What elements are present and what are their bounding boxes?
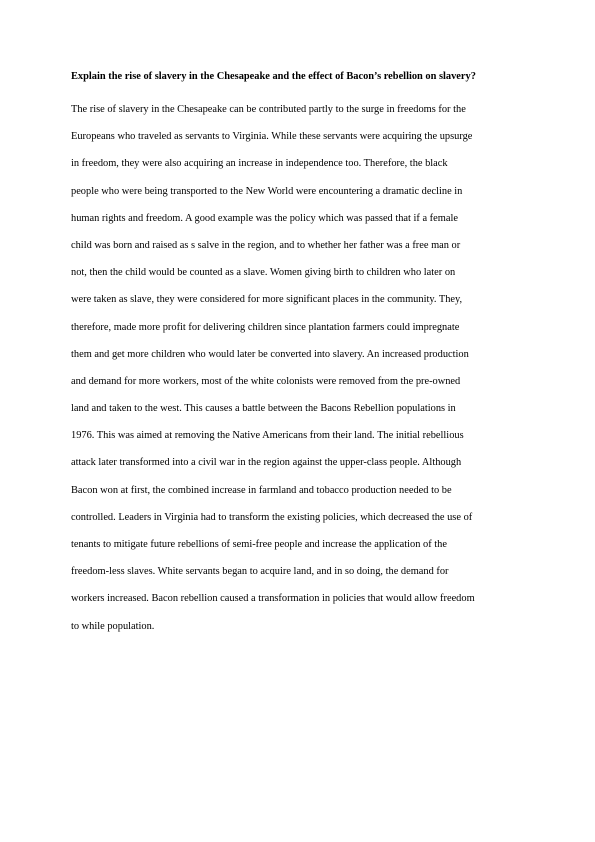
body-line: were taken as slave, they were considered for more significant places in the community. They, (71, 294, 463, 306)
body-line: human rights and freedom. A good example was the policy which was passed that if a female (71, 212, 458, 224)
body-line: workers increased. Bacon rebellion caused a transformation in policies that would allow freedom (71, 593, 475, 605)
body-line: people who were being transported to the New World were encountering a dramatic decline in (71, 185, 463, 197)
body-line: land and taken to the west. This causes a battle between the Bacons Rebellion populations in (71, 403, 456, 415)
body-line: The rise of slavery in the Chesapeake can be contributed partly to the surge in freedoms for the (71, 104, 466, 115)
body-line: to while population. (71, 620, 155, 632)
body-line: and demand for more workers, most of the white colonists were removed from the pre-owned (71, 375, 461, 387)
body-line: Europeans who traveled as servants to Virginia. While these servants were acquiring the upsurge (71, 131, 473, 143)
body-line: Bacon won at first, the combined increase in farmland and tobacco production needed to be (71, 484, 452, 496)
essay-question-title: Explain the rise of slavery in the Chesapeake and the effect of Bacon’s rebellion on slavery? (71, 71, 476, 82)
body-line: therefore, made more profit for delivering children since plantation farmers could impregnate (71, 321, 460, 333)
body-line: attack later transformed into a civil war in the region against the upper-class people. Although (71, 457, 462, 469)
body-line: tenants to mitigate future rebellions of semi-free people and increase the application of the (71, 539, 447, 550)
body-line: child was born and raised as s salve in the region, and to whether her father was a free man or (71, 239, 461, 251)
body-line: controlled. Leaders in Virginia had to transform the existing policies, which decreased the use of (71, 511, 473, 523)
body-line: them and get more children who would later be converted into slavery. An increased production (71, 348, 469, 360)
body-line: 1976. This was aimed at removing the Native Americans from their land. The initial rebellious (71, 430, 464, 442)
body-line: freedom-less slaves. White servants began to acquire land, and in so doing, the demand for (71, 566, 449, 578)
body-line: in freedom, they were also acquiring an increase in independence too. Therefore, the black (71, 158, 448, 170)
essay-body (71, 103, 541, 647)
body-line: not, then the child would be counted as a slave. Women giving birth to children who later on (71, 267, 456, 279)
